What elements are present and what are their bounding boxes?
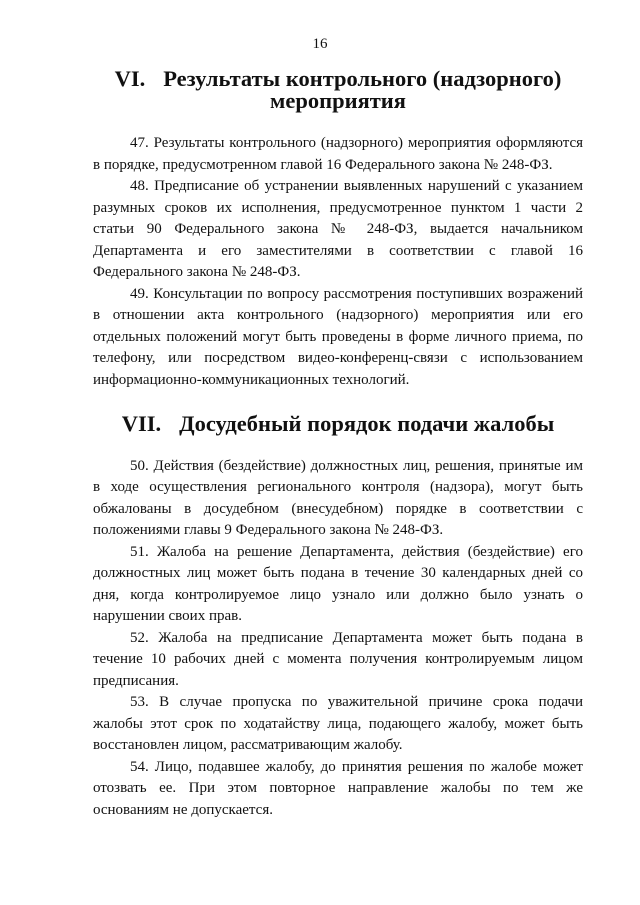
paragraph-50: 50. Действия (бездействие) должностных лиц, решения, принятые им в ходе осуществления регионального контроля (надзора), могут быть обжалованы в досудебном (внесудебном) порядке в соответствии с положениями главы 9 Федерального закона № 248-ФЗ.	[93, 457, 583, 538]
paragraph-52: 52. Жалоба на предписание Департамента может быть подана в течение 10 рабочих дней с момента получения контролируемым лицом предписания.	[93, 629, 583, 689]
paragraph-47: 47. Результаты контрольного (надзорного) мероприятия оформляются в порядке, предусмотренном главой 16 Федерального закона № 248-ФЗ.	[93, 135, 583, 173]
section-heading-vii	[93, 413, 583, 435]
paragraph-49: 49. Консультации по вопросу рассмотрения поступивших возражений в отношении акта контрольного (надзорного) мероприятия или его отдельных положений могут быть проведены в форме личного приема, по телефону, или посредством видео-конференц-связи с использованием информационно-коммуникационных технологий.	[93, 285, 583, 388]
document-body	[93, 68, 583, 821]
paragraph-53: 53. В случае пропуска по уважительной причине срока подачи жалобы этот срок по ходатайству лица, подающего жалобу, может быть восстановлен лицом, рассматривающим жалобу.	[93, 694, 583, 753]
section-heading-vi	[93, 68, 583, 111]
paragraph-48: 48. Предписание об устранении выявленных нарушений с указанием разумных сроков их исполнения, предусмотренное пунктом 1 части 2 статьи 90 Федерального закона № 248-ФЗ, выдается начальником Департамента и его заместителями в соответствии с главой 16 Федерального закона № 248-ФЗ.	[93, 178, 583, 280]
paragraph-51: 51. Жалоба на решение Департамента, действия (бездействие) его должностных лиц может быть подана в течение 30 календарных дней со дня, когда контролируемое лицо узнало или должно было узнать о нарушении своих прав.	[93, 543, 583, 624]
section-title: Результаты контрольного (надзорного) мероприятия	[163, 66, 562, 113]
page-number: 16	[312, 36, 328, 52]
section-number: VII.	[121, 411, 162, 436]
section-number: VI.	[114, 66, 146, 91]
paragraph-54: 54. Лицо, подавшее жалобу, до принятия решения по жалобе может отозвать ее. При этом повторное направление жалобы по тем же основаниям не допускается.	[93, 758, 583, 818]
section-title: Досудебный порядок подачи жалобы	[179, 411, 555, 436]
